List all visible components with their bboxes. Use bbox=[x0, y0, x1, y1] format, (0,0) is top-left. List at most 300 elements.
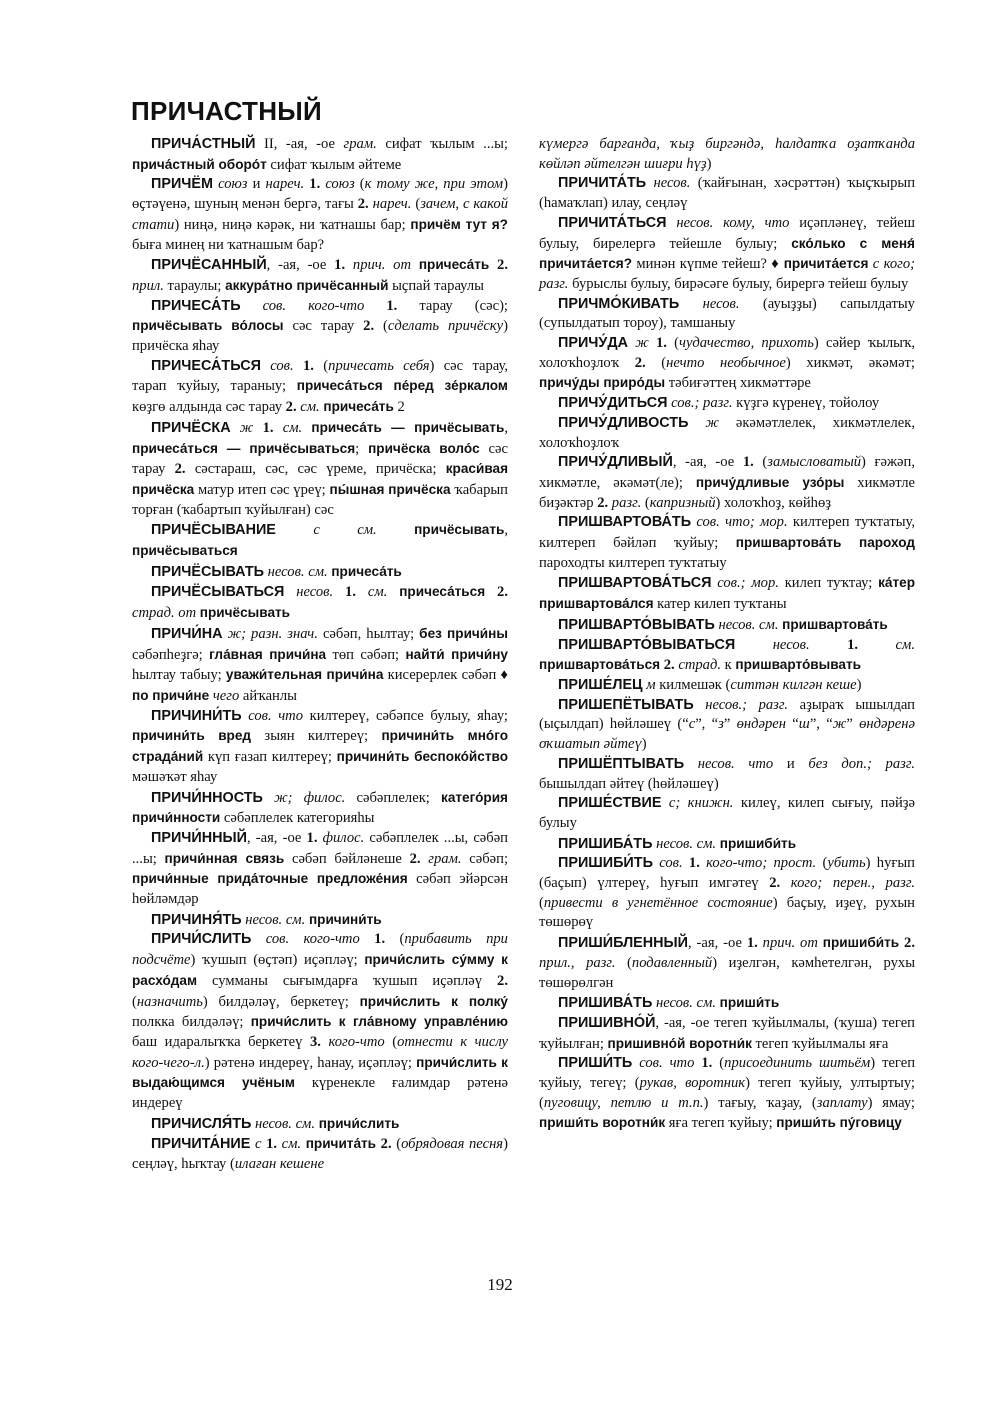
text: ) сәйер ҡылыҡ, холоҡһоҙлоҡ bbox=[539, 335, 915, 371]
label: чего bbox=[212, 687, 240, 704]
text bbox=[377, 522, 414, 538]
text bbox=[231, 420, 240, 436]
text: сифат ҡылым әйтеме bbox=[266, 156, 402, 173]
phrase: причёсывать во́лосы bbox=[132, 318, 284, 334]
label: заплату bbox=[816, 1094, 868, 1111]
label: прич. от bbox=[352, 257, 412, 274]
label: ж bbox=[705, 414, 719, 431]
label: несов. bbox=[772, 636, 810, 653]
headword: ПРИЧУ́ДА bbox=[558, 335, 628, 352]
text: ҡабарып торған (ҡабартып ҡуйылған) сәс bbox=[132, 481, 508, 518]
dictionary-entry bbox=[539, 453, 915, 513]
label: причесать себя bbox=[328, 357, 430, 374]
text bbox=[274, 420, 283, 436]
label: нареч. bbox=[372, 196, 412, 213]
text bbox=[241, 298, 263, 314]
text: сәс тарау bbox=[283, 318, 364, 335]
dictionary-entry bbox=[132, 829, 508, 910]
sense-number: 2. bbox=[357, 196, 369, 213]
phrase: пришивно́й воротни́к bbox=[607, 1035, 752, 1051]
text: и bbox=[773, 755, 809, 772]
headword: ПРИШЕ́СТВИЕ bbox=[558, 795, 662, 812]
text: ) билдәләү, беркетеү; bbox=[202, 993, 360, 1010]
text: ) тегеп ҡуйыу, тегеү; ( bbox=[539, 1055, 916, 1092]
text: ) рәтенә индереү, һанау, иҫәпләү; bbox=[204, 1054, 417, 1071]
phrase: причини́ть bbox=[308, 911, 382, 927]
text: катер килеп туҡтаны bbox=[653, 596, 787, 613]
headword: ПРИШЕПЁТЫВАТЬ bbox=[558, 696, 694, 713]
headword: ПРИЧИТА́ТЬ bbox=[558, 175, 647, 192]
phrase: приши́ть пу́говицу bbox=[776, 1115, 902, 1131]
sense-number: 1. bbox=[374, 931, 386, 948]
phrase: без причи́ны bbox=[419, 625, 508, 641]
text: “ bbox=[786, 716, 799, 733]
dictionary-entry bbox=[132, 788, 508, 829]
label: сов. кого-что bbox=[262, 297, 365, 314]
sense-number: 2. bbox=[497, 257, 508, 274]
text: һылтау табыу; bbox=[132, 667, 226, 684]
text: ) причёска яһау bbox=[132, 318, 508, 355]
headword: ПРИШВАРТО́ВЫВАТЬ bbox=[558, 616, 715, 633]
phrase: причеса́ть — причёсывать bbox=[311, 419, 505, 435]
label: несов. см. bbox=[267, 563, 328, 580]
text bbox=[345, 257, 353, 273]
left-column bbox=[132, 135, 508, 1175]
dictionary-entry bbox=[132, 562, 508, 583]
label: кого-что; прост. bbox=[706, 855, 817, 872]
text: ( bbox=[354, 176, 365, 193]
text: II, -ая, -ое bbox=[255, 136, 344, 152]
text bbox=[261, 358, 270, 374]
headword: ПРИЧИНИ́ТЬ bbox=[151, 707, 242, 724]
label: с bbox=[254, 1136, 262, 1153]
dictionary-entry bbox=[539, 676, 915, 696]
phrase: причеса́ть bbox=[331, 563, 402, 579]
label: прибавить при подсчёте bbox=[132, 931, 508, 969]
headword: ПРИЧМО́КИВАТЬ bbox=[558, 295, 680, 312]
phrase: причёска воло́с bbox=[368, 440, 480, 456]
label: несов. что bbox=[697, 755, 774, 772]
label: убить bbox=[827, 855, 866, 872]
text: ( bbox=[645, 354, 667, 371]
text: сәбәп бәйләнеше bbox=[284, 850, 410, 867]
text: баш идаралыҡҡа беркетеү bbox=[132, 1033, 310, 1050]
text: ( bbox=[411, 196, 421, 213]
text: ) bbox=[641, 736, 647, 753]
label: рукав, воротник bbox=[639, 1075, 746, 1092]
label: несов. bbox=[702, 295, 740, 312]
phrase: уважи́тельная причи́на bbox=[225, 667, 384, 683]
text: ) өҫтәүенә, шуның менән бергә, тағы bbox=[132, 176, 508, 213]
dictionary-entry bbox=[132, 255, 508, 296]
text: , -ая, -ое bbox=[246, 829, 307, 846]
headword: ПРИЧА́СТНЫЙ bbox=[151, 136, 256, 152]
label: сов.; мор. bbox=[717, 575, 779, 592]
text: 2 bbox=[393, 399, 405, 416]
text: сәбәплелек ...ы, сәбәп ...ы; bbox=[132, 829, 508, 867]
sense-number: 1. bbox=[345, 584, 356, 601]
headword: ПРИШИБА́ТЬ bbox=[558, 835, 653, 852]
phrase: причини́ть мно́го страда́ний bbox=[132, 728, 509, 765]
text: , -ая, -ое bbox=[672, 454, 743, 471]
label: см. bbox=[281, 1136, 302, 1153]
label: сов. что bbox=[639, 1055, 695, 1072]
text: и bbox=[247, 176, 266, 193]
text: , -ая, -ое тегеп ҡуйылмалы, (ҡуша) тегеп ҡуйылған; bbox=[539, 1014, 915, 1052]
dictionary-entry bbox=[132, 175, 508, 255]
dictionary-entry bbox=[132, 135, 508, 175]
sense-number: 2. bbox=[634, 354, 646, 371]
sense-number: 1. bbox=[701, 1055, 713, 1072]
label: прил. bbox=[132, 277, 164, 294]
text bbox=[688, 415, 705, 431]
sense-number: 2. bbox=[663, 657, 675, 674]
text: ) ҡушып (өҫтәп) иҫәпләү; bbox=[190, 952, 365, 969]
label: ситтән килгән кеше bbox=[730, 676, 857, 693]
text: матур итеп сәс үреү; bbox=[194, 481, 330, 498]
text bbox=[253, 420, 262, 436]
text bbox=[333, 584, 345, 600]
headword: ПРИШВАРТОВА́ТЬ bbox=[558, 514, 692, 531]
headword: ПРИЧЁСАННЫЙ bbox=[151, 257, 267, 274]
phrase: гла́вная причи́на bbox=[209, 646, 327, 662]
headword: ПРИЧЕСА́ТЬСЯ bbox=[151, 357, 261, 374]
text: ) тегеп ҡуйыу, ултыртыу; ( bbox=[539, 1075, 915, 1111]
text: ) ниңә, ниңә кәрәк, ни ҡатнашы бар; bbox=[174, 216, 411, 233]
label: ш bbox=[798, 716, 810, 733]
running-header: ПРИЧАСТНЫЙ bbox=[131, 96, 323, 126]
headword: ПРИШИВНО́Й bbox=[558, 1014, 656, 1031]
text bbox=[667, 215, 677, 231]
headword: ПРИЧУ́ДЛИВОСТЬ bbox=[558, 414, 689, 431]
text: сәбәп эйәрсән һөйләмдәр bbox=[132, 871, 509, 908]
label: зачем, с какой стати bbox=[132, 196, 509, 233]
text: мәшәҡәт яһау bbox=[132, 768, 218, 785]
phrase: причеса́ться bbox=[399, 584, 486, 600]
phrase: причи́слить к гла́вному управле́нию bbox=[250, 1014, 508, 1030]
phrase: причи́слить к полку́ bbox=[359, 993, 508, 1009]
label: сов. кого-что bbox=[265, 931, 360, 948]
text bbox=[294, 358, 303, 374]
dictionary-entry bbox=[132, 520, 508, 561]
headword: ПРИШЕ́ЛЕЦ bbox=[558, 676, 643, 693]
label: прил., разг. bbox=[539, 954, 616, 971]
text: пароходты килтереп туҡтатыу bbox=[539, 554, 727, 571]
phrase: причи́слить bbox=[318, 1115, 400, 1131]
text: бышылдап әйтеү (һөйләшеү) bbox=[539, 775, 719, 792]
label: ж bbox=[635, 335, 649, 352]
text: күҙгә күренеү, тойолоу bbox=[732, 395, 880, 412]
label: подавленный bbox=[631, 954, 713, 971]
label: сов. что; мор. bbox=[696, 514, 788, 531]
text: ыҫпай тараулы bbox=[388, 277, 484, 294]
dictionary-entry bbox=[539, 214, 915, 295]
label: союз bbox=[325, 176, 355, 193]
text: сәстараш, сәс, сәс үреме, причёска; bbox=[185, 461, 446, 478]
headword: ПРИЧИТА́НИЕ bbox=[151, 1136, 251, 1153]
label: замысловатый bbox=[767, 454, 862, 471]
text bbox=[276, 522, 313, 538]
headword: ПРИШИВА́ТЬ bbox=[558, 995, 653, 1012]
text: айҡанлы bbox=[239, 687, 297, 704]
text: ” bbox=[723, 716, 737, 733]
text: ( bbox=[374, 318, 388, 335]
label: несов. см. bbox=[655, 995, 716, 1012]
headword: ПРИЧИНЯ́ТЬ bbox=[151, 911, 242, 928]
headword: ПРИЧЁСЫВАНИЕ bbox=[151, 522, 276, 539]
headword: ПРИЧИТА́ТЬСЯ bbox=[558, 214, 667, 231]
text: сәбәп, һылтау; bbox=[317, 625, 420, 642]
text: күп ғазап килтереү; bbox=[203, 749, 337, 766]
label: с bbox=[688, 716, 696, 733]
text bbox=[684, 756, 698, 772]
label: өндәренә оҡшатып әйтеү bbox=[539, 716, 915, 753]
dictionary-entry bbox=[539, 573, 915, 614]
phrase: катего́рия причи́нности bbox=[132, 789, 508, 826]
sense-number: 1. bbox=[746, 935, 758, 952]
text: сәбәп; bbox=[461, 850, 509, 867]
sense-number: 1. bbox=[688, 855, 700, 872]
sense-number: 1. bbox=[306, 829, 318, 846]
text: ; bbox=[355, 440, 369, 457]
sense-number: 2. bbox=[597, 494, 609, 511]
headword: ПРИЧЁМ bbox=[151, 176, 214, 193]
sense-number: 2. bbox=[285, 399, 297, 416]
text bbox=[679, 296, 702, 312]
label: ж bbox=[239, 419, 254, 436]
text: ( bbox=[615, 954, 632, 971]
dictionary-entry bbox=[539, 414, 915, 453]
dictionary-entry bbox=[539, 755, 915, 794]
text: ( bbox=[666, 335, 679, 352]
label: сов. что bbox=[248, 707, 304, 724]
dictionary-entry bbox=[539, 135, 915, 174]
text: ”, “ bbox=[809, 716, 833, 733]
text bbox=[735, 637, 772, 653]
label: привести в угнетённое состояние bbox=[543, 894, 773, 911]
headword: ПРИЧЁСЫВАТЬ bbox=[151, 563, 264, 580]
sense-number: 1. bbox=[742, 454, 754, 471]
text: бурыслы булыу, бирәсәге булыу, бирергә тейеш булыу bbox=[568, 275, 909, 292]
headword: ПРИЧЁСКА bbox=[151, 419, 231, 436]
label: прич. от bbox=[762, 935, 818, 952]
text bbox=[411, 257, 419, 273]
headword: ПРИШИ́БЛЕННЫЙ bbox=[558, 935, 688, 952]
text: ) хикмәт, әкәмәт; bbox=[785, 354, 915, 371]
label: ж; разн. знач. bbox=[227, 625, 318, 642]
text: тәбиғәттең хикмәттәре bbox=[665, 375, 811, 392]
headword: ПРИЧИ́ННЫЙ bbox=[151, 829, 247, 846]
sense-number: 1. bbox=[309, 176, 321, 193]
dictionary-entry bbox=[539, 295, 915, 334]
text bbox=[263, 790, 274, 806]
text bbox=[649, 335, 656, 351]
text bbox=[694, 697, 706, 713]
label: сов. bbox=[270, 357, 294, 374]
label: сов. bbox=[659, 855, 683, 872]
headword: ПРИЧИ́СЛИТЬ bbox=[151, 931, 252, 948]
label: несов. см. bbox=[245, 911, 306, 928]
label: өндәрен bbox=[736, 716, 787, 733]
sense-number: 3. bbox=[309, 1033, 321, 1050]
label: несов. bbox=[653, 175, 691, 192]
text: ) һуғып (баҫып) үлтереү, һуғып имгәтеү bbox=[539, 855, 915, 892]
text: ) баҫыу, иҙеү, рухын төшөрөү bbox=[539, 894, 915, 931]
phrase: приши́ть воротни́к bbox=[539, 1115, 666, 1131]
phrase: причини́ть беспоко́йство bbox=[336, 749, 508, 765]
dictionary-entry bbox=[539, 794, 915, 833]
sense-number: 2. bbox=[409, 850, 421, 867]
text: тегеп ҡуйылмалы яға bbox=[751, 1035, 889, 1052]
dictionary-entry bbox=[132, 910, 508, 931]
label: м bbox=[646, 676, 656, 693]
text bbox=[356, 584, 368, 600]
phrase: причита́ть bbox=[305, 1136, 377, 1152]
phrase: причи́слить су́мму к расхо́дам bbox=[132, 952, 508, 988]
label: кого-что bbox=[328, 1033, 385, 1050]
label: сделать причёску bbox=[387, 318, 504, 335]
label: союз bbox=[218, 176, 248, 193]
dictionary-entry bbox=[539, 993, 915, 1014]
text: зыян килтереү; bbox=[251, 728, 382, 745]
text: сәбәплелек; bbox=[345, 789, 442, 806]
dictionary-entry bbox=[539, 394, 915, 414]
text bbox=[302, 420, 311, 436]
sense-number: 2. bbox=[380, 1136, 392, 1153]
text: ) сеңләү, һыҡтау ( bbox=[132, 1136, 508, 1173]
label: нареч. bbox=[265, 176, 305, 193]
text: иҫәпләнеү, тейеш булыу, бирелергә тейешле булыу; bbox=[539, 214, 915, 252]
phrase: причеса́ть bbox=[418, 257, 490, 273]
phrase: причёсывать bbox=[414, 522, 505, 538]
dictionary-entry bbox=[132, 297, 508, 357]
text: сәбәплелек категорияһы bbox=[220, 810, 375, 827]
label: с см. bbox=[313, 522, 377, 539]
text: ) ямау; bbox=[867, 1094, 915, 1111]
sense-number: 1. bbox=[847, 636, 859, 653]
sense-number: 2. bbox=[769, 875, 781, 892]
text: , bbox=[504, 419, 508, 436]
text: килтереү, сәбәпсе булыу, яһау; bbox=[303, 707, 508, 724]
phrase: аккура́тно причёсанный bbox=[225, 277, 389, 293]
text: ) тағыу, ҡаҙау, ( bbox=[703, 1094, 817, 1111]
label: илаған кешене bbox=[234, 1156, 325, 1173]
text: ( bbox=[712, 1055, 725, 1072]
text: ( bbox=[391, 1136, 402, 1153]
sense-number: 1. bbox=[303, 357, 314, 374]
text: килтереп туҡтатыу, килтереп бәйләп ҡуйыу; bbox=[539, 514, 915, 552]
headword: ПРИЧИСЛЯ́ТЬ bbox=[151, 1115, 252, 1132]
headword: ПРИШЁПТЫВАТЬ bbox=[558, 755, 685, 772]
text bbox=[485, 584, 497, 600]
text bbox=[251, 931, 265, 947]
label: страд. от bbox=[132, 605, 197, 622]
label: разг. bbox=[611, 494, 642, 511]
sense-number: 1. bbox=[262, 419, 274, 436]
text: ) иҙелгән, кәмһетелгән, рухы төшөрөлгән bbox=[539, 954, 916, 991]
label: присоединить шитьём bbox=[724, 1055, 871, 1072]
text: сифат ҡылым ...ы; bbox=[376, 136, 508, 152]
dictionary-entry bbox=[539, 1014, 915, 1054]
dictionary-entry bbox=[132, 930, 508, 1113]
label: ж bbox=[832, 716, 847, 733]
text: ( bbox=[385, 931, 405, 948]
text bbox=[810, 637, 847, 653]
label: несов.; разг. bbox=[705, 696, 789, 713]
dictionary-entry bbox=[539, 834, 915, 855]
text: аҙыраҡ ышылдап (ыҫылдап) һөйләшеү (“ bbox=[539, 696, 915, 733]
text: әкәмәтлелек, хикмәтлелек, холоҡһоҙлоҡ bbox=[539, 414, 915, 451]
headword: ПРИШВАРТО́ВЫВАТЬСЯ bbox=[558, 636, 736, 653]
headword: ПРИШВАРТОВА́ТЬСЯ bbox=[558, 575, 712, 592]
text: ( bbox=[641, 494, 650, 511]
label: з bbox=[718, 716, 724, 733]
text: сумманы сығымдарға ҡушып иҫәпләү bbox=[197, 972, 498, 989]
text bbox=[780, 875, 791, 891]
phrase: причи́нные прида́точные предложе́ния bbox=[132, 871, 408, 887]
label: страд. bbox=[678, 657, 722, 674]
label: см. bbox=[282, 419, 303, 436]
sense-number: 1. bbox=[266, 1136, 278, 1153]
text: ) ғәжәп, хикмәтле, әкәмәт(ле); bbox=[539, 454, 915, 491]
sense-number: 1. bbox=[386, 297, 398, 314]
text: хикмәтле биҙәктәр bbox=[539, 474, 915, 511]
label: сов.; разг. bbox=[671, 395, 733, 412]
text bbox=[360, 931, 374, 947]
headword: ПРИЧИ́ННОСТЬ bbox=[151, 789, 263, 806]
sense-number: 2. bbox=[497, 972, 508, 989]
phrase: ско́лько с меня́ причита́ется? bbox=[539, 235, 915, 272]
text: ( bbox=[539, 894, 544, 911]
label: см. bbox=[300, 399, 320, 416]
phrase: найти́ причи́ну bbox=[405, 646, 508, 662]
label: ж; филос. bbox=[274, 789, 346, 806]
phrase: краси́вая причёска bbox=[132, 461, 509, 497]
text: күренекле ғалимдар рәтенә индереү bbox=[132, 1075, 509, 1112]
label: күмергә барғанда, ҡыҙ биргәндә, һалдатҡа оҙатҡанда көйләп әйтелгән шиғри һүҙ bbox=[539, 136, 915, 172]
label: с кого; разг. bbox=[539, 256, 915, 292]
text: ) сәс тарау, тарап ҡуйыу, тараныу; bbox=[132, 357, 508, 395]
text: килеп туҡтау; bbox=[778, 575, 879, 592]
text: тарау (сәс); bbox=[397, 297, 508, 314]
dictionary-entry bbox=[132, 357, 508, 418]
dictionary-entry bbox=[132, 1114, 508, 1135]
phrase: причеса́ться — причёсываться bbox=[132, 440, 356, 456]
sense-number: 2. bbox=[363, 318, 375, 335]
text: көҙгө алдында сәс тарау bbox=[132, 399, 286, 416]
sense-number: 1. bbox=[334, 257, 346, 274]
dictionary-entry bbox=[539, 513, 915, 573]
text bbox=[489, 257, 497, 273]
headword: ПРИЧИ́НА bbox=[151, 625, 223, 642]
phrase: причу́дливые узо́ры bbox=[695, 474, 845, 490]
label: капризный bbox=[649, 494, 716, 511]
phrase: причёсывать bbox=[199, 605, 291, 621]
text bbox=[662, 795, 669, 811]
text: (ауыҙҙы) сапылдатыу (супылдатып тороу), тамшаныу bbox=[539, 295, 915, 332]
sense-number: 2. bbox=[904, 935, 915, 952]
phrase: причини́ть вред bbox=[132, 728, 252, 744]
label: грам. bbox=[428, 850, 462, 867]
phrase: пришвартова́ться bbox=[539, 657, 661, 673]
text bbox=[364, 298, 386, 314]
dictionary-entry bbox=[539, 1054, 915, 1134]
label: грам. bbox=[343, 136, 377, 152]
sense-number: 2. bbox=[497, 584, 508, 601]
dictionary-entry bbox=[132, 624, 508, 707]
label: к тому же, при этом bbox=[364, 176, 504, 193]
phrase: пы́шная причёска bbox=[329, 481, 451, 497]
